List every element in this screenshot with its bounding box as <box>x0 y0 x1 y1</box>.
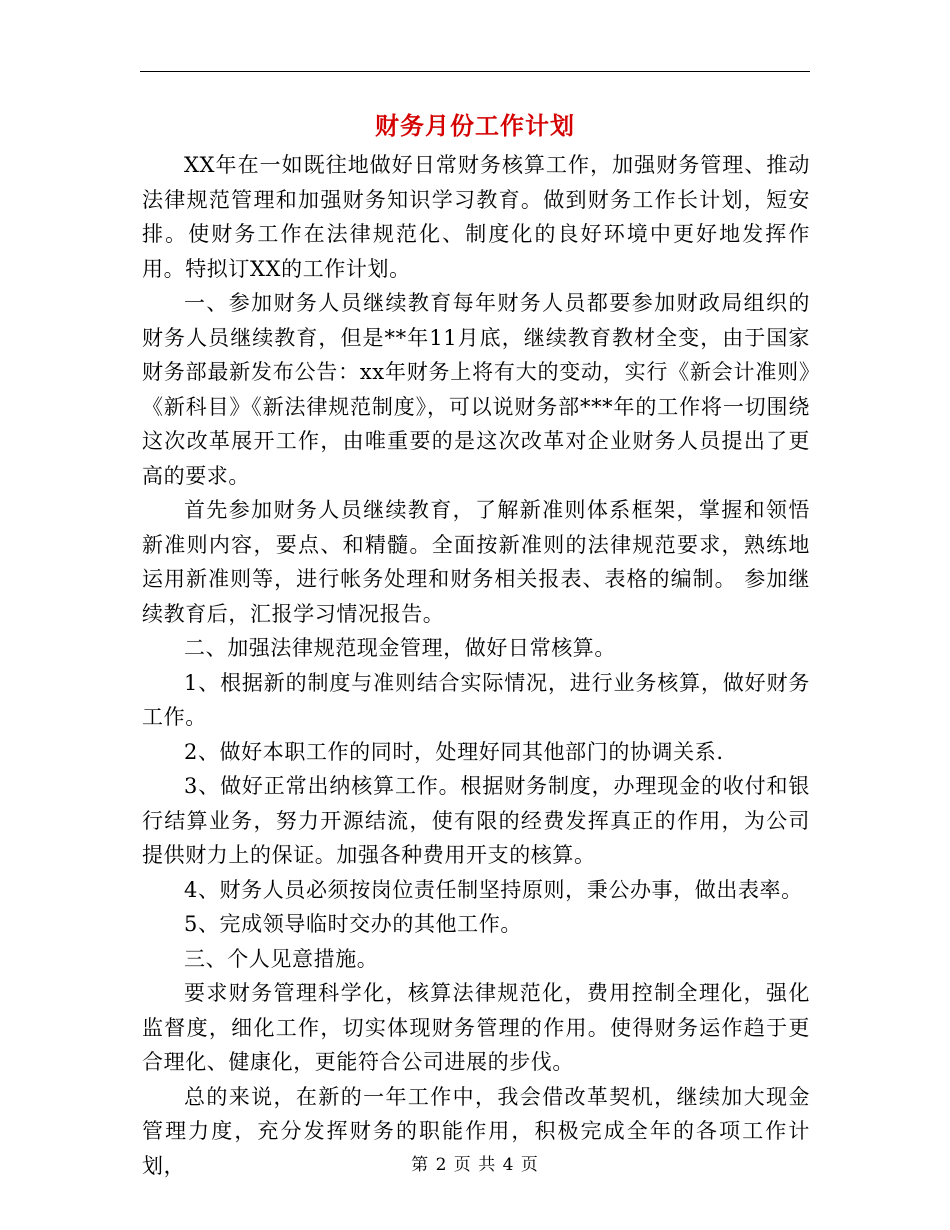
list-item: 1、根据新的制度与准则结合实际情况，进行业务核算，做好财务工作。 <box>142 670 810 729</box>
list-item: 2、做好本职工作的同时，处理好同其他部门的协调关系. <box>184 739 724 764</box>
list-item: 3、做好正常出纳核算工作。根据财务制度，办理现金的收付和银行结算业务，努力开源结流，使有限的经费发挥真正的作用，为公司提供财力上的保证。加强各种费用开支的核算。 <box>142 774 810 867</box>
paragraph: 要求财务管理科学化，核算法律规范化，费用控制全理化，强化监督度，细化工作，切实体现财务管理的作用。使得财务运作趋于更合理化、健康化，更能符合公司进展的步伐。 <box>142 981 810 1074</box>
document-body <box>142 148 810 1183</box>
page-number: 第 2 页 共 4 页 <box>411 1155 539 1175</box>
page-footer <box>0 1152 950 1178</box>
list-item: 4、财务人员必须按岗位责任制坚持原则，秉公办事，做出表率。 <box>184 877 803 902</box>
list-item: 5、完成领导临时交办的其他工作。 <box>184 912 522 936</box>
paragraph: 首先参加财务人员继续教育，了解新准则体系框架，掌握和领悟新准则内容，要点、和精髓。全面按新准则的法律规范要求，熟练地运用新准则等，进行帐务处理和财务相关报表、表格的编制。 参加继续教育后，汇报学习情况报告。 <box>142 498 810 626</box>
header-rule <box>140 71 810 72</box>
paragraph: 总的来说，在新的一年工作中，我会借改革契机，继续加大现金管理力度，充分发挥财务的职能作用，积极完成全年的各项工作计划， <box>142 1084 810 1178</box>
paragraph: XX年在一如既往地做好日常财务核算工作，加强财务管理、推动法律规范管理和加强财务知识学习教育。做到财务工作长计划，短安排。使财务工作在法律规范化、制度化的良好环境中更好地发挥作用。特拟订XX的工作计划。 <box>142 153 810 281</box>
section-heading: 三、个人见意措施。 <box>184 946 379 971</box>
document-title: 财务月份工作计划 <box>375 111 575 140</box>
section-heading: 二、加强法律规范现金管理，做好日常核算。 <box>184 636 616 660</box>
paragraph: 一、参加财务人员继续教育每年财务人员都要参加财政局组织的财务人员继续教育，但是**年11月底，继续教育教材全变，由于国家财务部最新发布公告：xx年财务上将有大的变动，实行《新会计准则》《新科目》《新法律规范制度》，可以说财务部***年的工作将一切围绕这次改革展开工作，由唯重要的是这次改革对企业财务人员提出了更高的要求。 <box>142 291 810 488</box>
